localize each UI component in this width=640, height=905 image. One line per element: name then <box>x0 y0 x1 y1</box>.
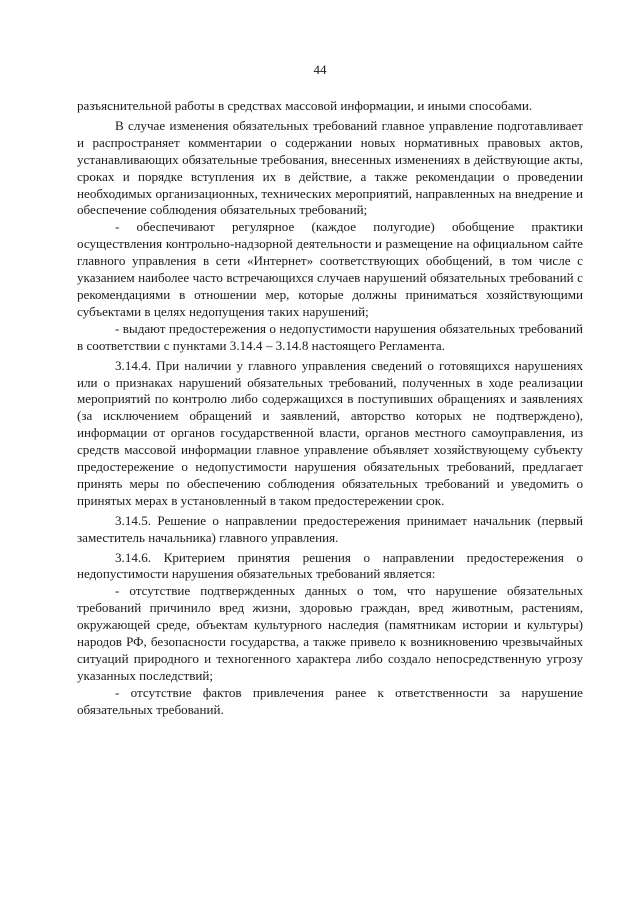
page-number: 44 <box>313 62 327 77</box>
paragraph-9: - отсутствие фактов привлечения ранее к ответственности за нарушение обязательных требований. <box>77 684 583 717</box>
paragraph-3: - обеспечивают регулярное (каждое полугодие) обобщение практики осуществления контрольно-надзорной деятельности и размещение на официальном сайте главного управления в сети «Интернет» соответствующих обобщений, в том числе с указанием наиболее часто встречающихся случаев нарушений обязательных требований с рекомендациями в отношении мер, которые должны приниматься хозяйствующими субъектами в целях недопущения таких нарушений; <box>77 219 583 319</box>
paragraph-7: 3.14.6. Критерием принятия решения о направлении предостережения о недопустимости нарушения обязательных требований является: <box>77 549 583 582</box>
paragraph-8: - отсутствие подтвержденных данных о том, что нарушение обязательных требований причинило вред жизни, здоровью граждан, вред животным, растениям, окружающей среде, объектам культурного наследия (памятникам истории и культуры) народов РФ, безопасности государства, а также привело к возникновению чрезвычайных ситуаций природного и техногенного характера либо создало непосредственную угрозу указанных последствий; <box>77 583 583 683</box>
document-body <box>77 98 583 719</box>
paragraph-5: 3.14.4. При наличии у главного управления сведений о готовящихся нарушениях или о признаках нарушений обязательных требований, полученных в ходе реализации мероприятий по контролю либо содержащихся в поступивших обращениях и заявлениях (за исключением обращений и заявлений, авторство которых не подтверждено), информации от органов государственной власти, органов местного самоуправления, из средств массовой информации главное управление объявляет хозяйствующему субъекту предостережение о недопустимости нарушения обязательных требований, предлагает принять меры по обеспечению соблюдения обязательных требований и уведомить о принятых мерах в установленный в таком предостережении срок. <box>77 357 583 508</box>
paragraph-4: - выдают предостережения о недопустимости нарушения обязательных требований в соответствии с пунктами 3.14.4 – 3.14.8 настоящего Регламента. <box>77 320 583 353</box>
paragraph-2: В случае изменения обязательных требований главное управление подготавливает и распространяет комментарии о содержании новых нормативных правовых актов, устанавливающих обязательные требования, внесенных изменениях в действующие акты, сроках и порядке вступления их в действие, а также рекомендации о проведении необходимых организационных, технических мероприятий, направленных на внедрение и обеспечение соблюдения обязательных требований; <box>77 117 583 218</box>
paragraph-1: разъяснительной работы в средствах массовой информации, и иными способами. <box>77 98 533 113</box>
paragraph-6: 3.14.5. Решение о направлении предостережения принимает начальник (первый заместитель начальника) главного управления. <box>77 512 583 545</box>
